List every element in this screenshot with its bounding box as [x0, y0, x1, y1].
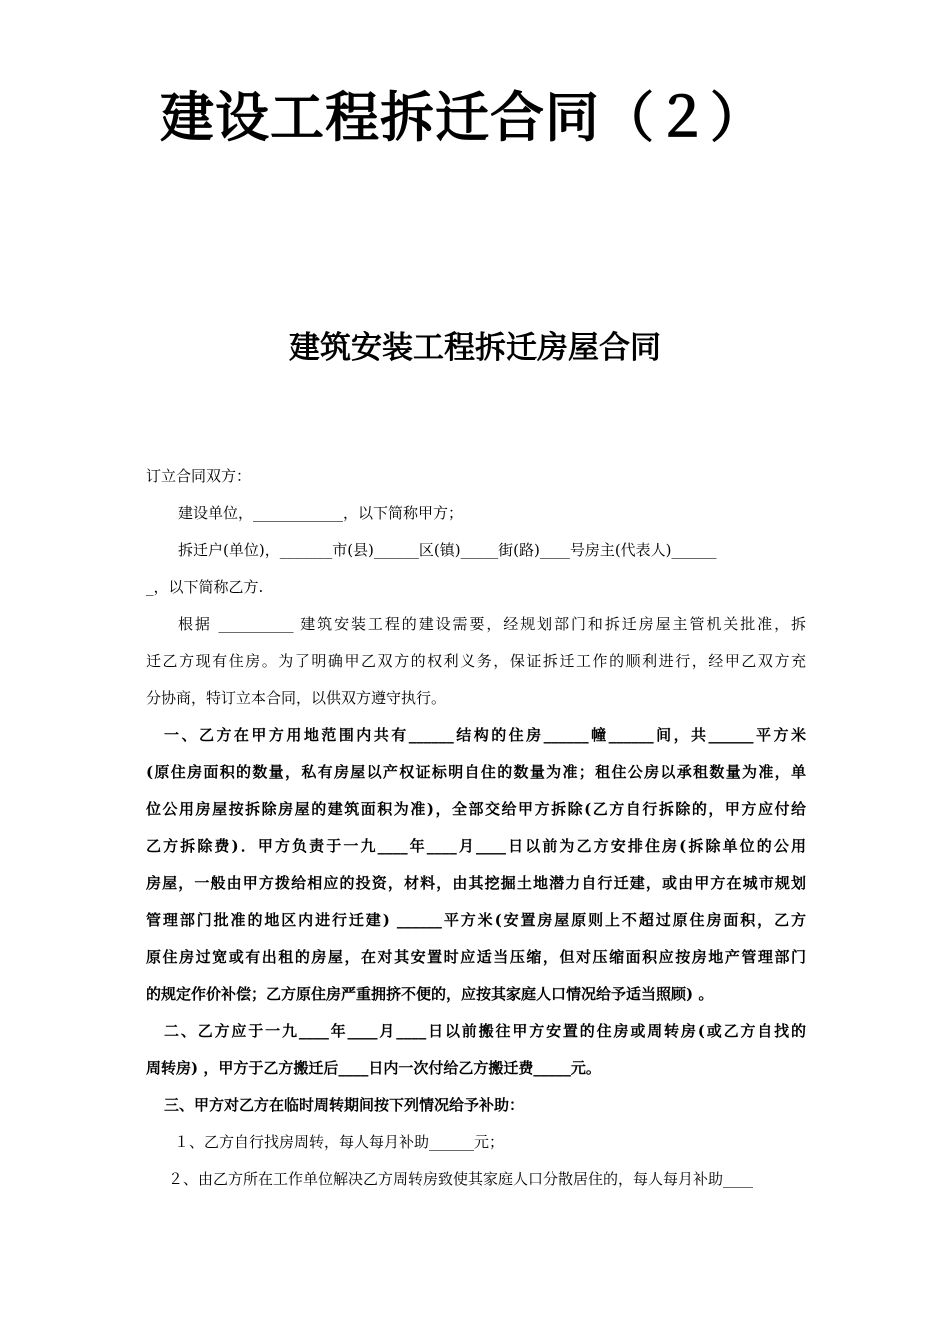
clause-1-line-4: 乙方拆除费)．甲方负责于一九____年____月____日以前为乙方安排住房(拆除单位的公用 — [146, 837, 806, 855]
clause-2-line-2: 周转房) ，甲方于乙方搬迁后____日内一次付给乙方搬迁费_____元。 — [146, 1059, 601, 1077]
clause-3-heading: 三、甲方对乙方在临时周转期间按下列情况给予补助： — [164, 1096, 525, 1114]
party-b-line: 拆迁户(单位)，_______市(县)______区(镇)_____街(路)____号房主(代表人)______ — [178, 541, 717, 559]
clause-3-item-1: １、乙方自行找房周转，每人每月补助______元； — [174, 1133, 505, 1151]
party-b-line-cont: _，以下简称乙方. — [146, 578, 264, 596]
contract-body — [146, 458, 806, 1198]
clause-1-line-6: 管理部门批准的地区内进行迁建) ______平方米(安置房屋原则上不超过原住房面积，乙方 — [146, 911, 806, 929]
contract-subtitle: 建筑安装工程拆迁房屋合同 — [289, 330, 661, 366]
clause-2-line-1: 二、乙方应于一九____年____月____日以前搬往甲方安置的住房或周转房(或乙方自找的 — [164, 1022, 806, 1040]
clause-3-item-2: ２、由乙方所在工作单位解决乙方周转房致使其家庭人口分散居住的，每人每月补助____ — [168, 1170, 754, 1188]
preamble-line-2: 迁乙方现有住房。为了明确甲乙双方的权利义务，保证拆迁工作的顺利进行，经甲乙双方充 — [146, 652, 806, 670]
clause-1-line-5: 房屋，一般由甲方拨给相应的投资，材料，由其挖掘土地潜力自行迁建，或由甲方在城市规划 — [146, 874, 806, 892]
parties-heading: 订立合同双方： — [146, 467, 252, 485]
clause-1-line-2: (原住房面积的数量，私有房屋以产权证标明自住的数量为准；租住公房以承租数量为准，单 — [146, 763, 806, 781]
clause-1-line-7: 原住房过宽或有出租的房屋，在对其安置时应适当压缩，但对压缩面积应按房地产管理部门 — [146, 948, 806, 966]
preamble-line-3: 分协商，特订立本合同，以供双方遵守执行。 — [146, 689, 447, 707]
clause-1-line-3: 位公用房屋按拆除房屋的建筑面积为准)，全部交给甲方拆除(乙方自行拆除的，甲方应付给 — [146, 800, 806, 818]
clause-1-line-8: 的规定作价补偿；乙方原住房严重拥挤不便的，应按其家庭人口情况给予适当照顾) 。 — [146, 985, 714, 1003]
party-a-line: 建设单位，____________，以下简称甲方； — [178, 504, 464, 522]
clause-1-line-1: 一、乙方在甲方用地范围内共有______结构的住房______幢______间，共______平方米 — [164, 726, 806, 744]
preamble-line-1: 根据 __________ 建筑安装工程的建设需要，经规划部门和拆迁房屋主管机关批准，拆 — [178, 615, 806, 633]
document-title: 建设工程拆迁合同（２） — [160, 86, 765, 149]
